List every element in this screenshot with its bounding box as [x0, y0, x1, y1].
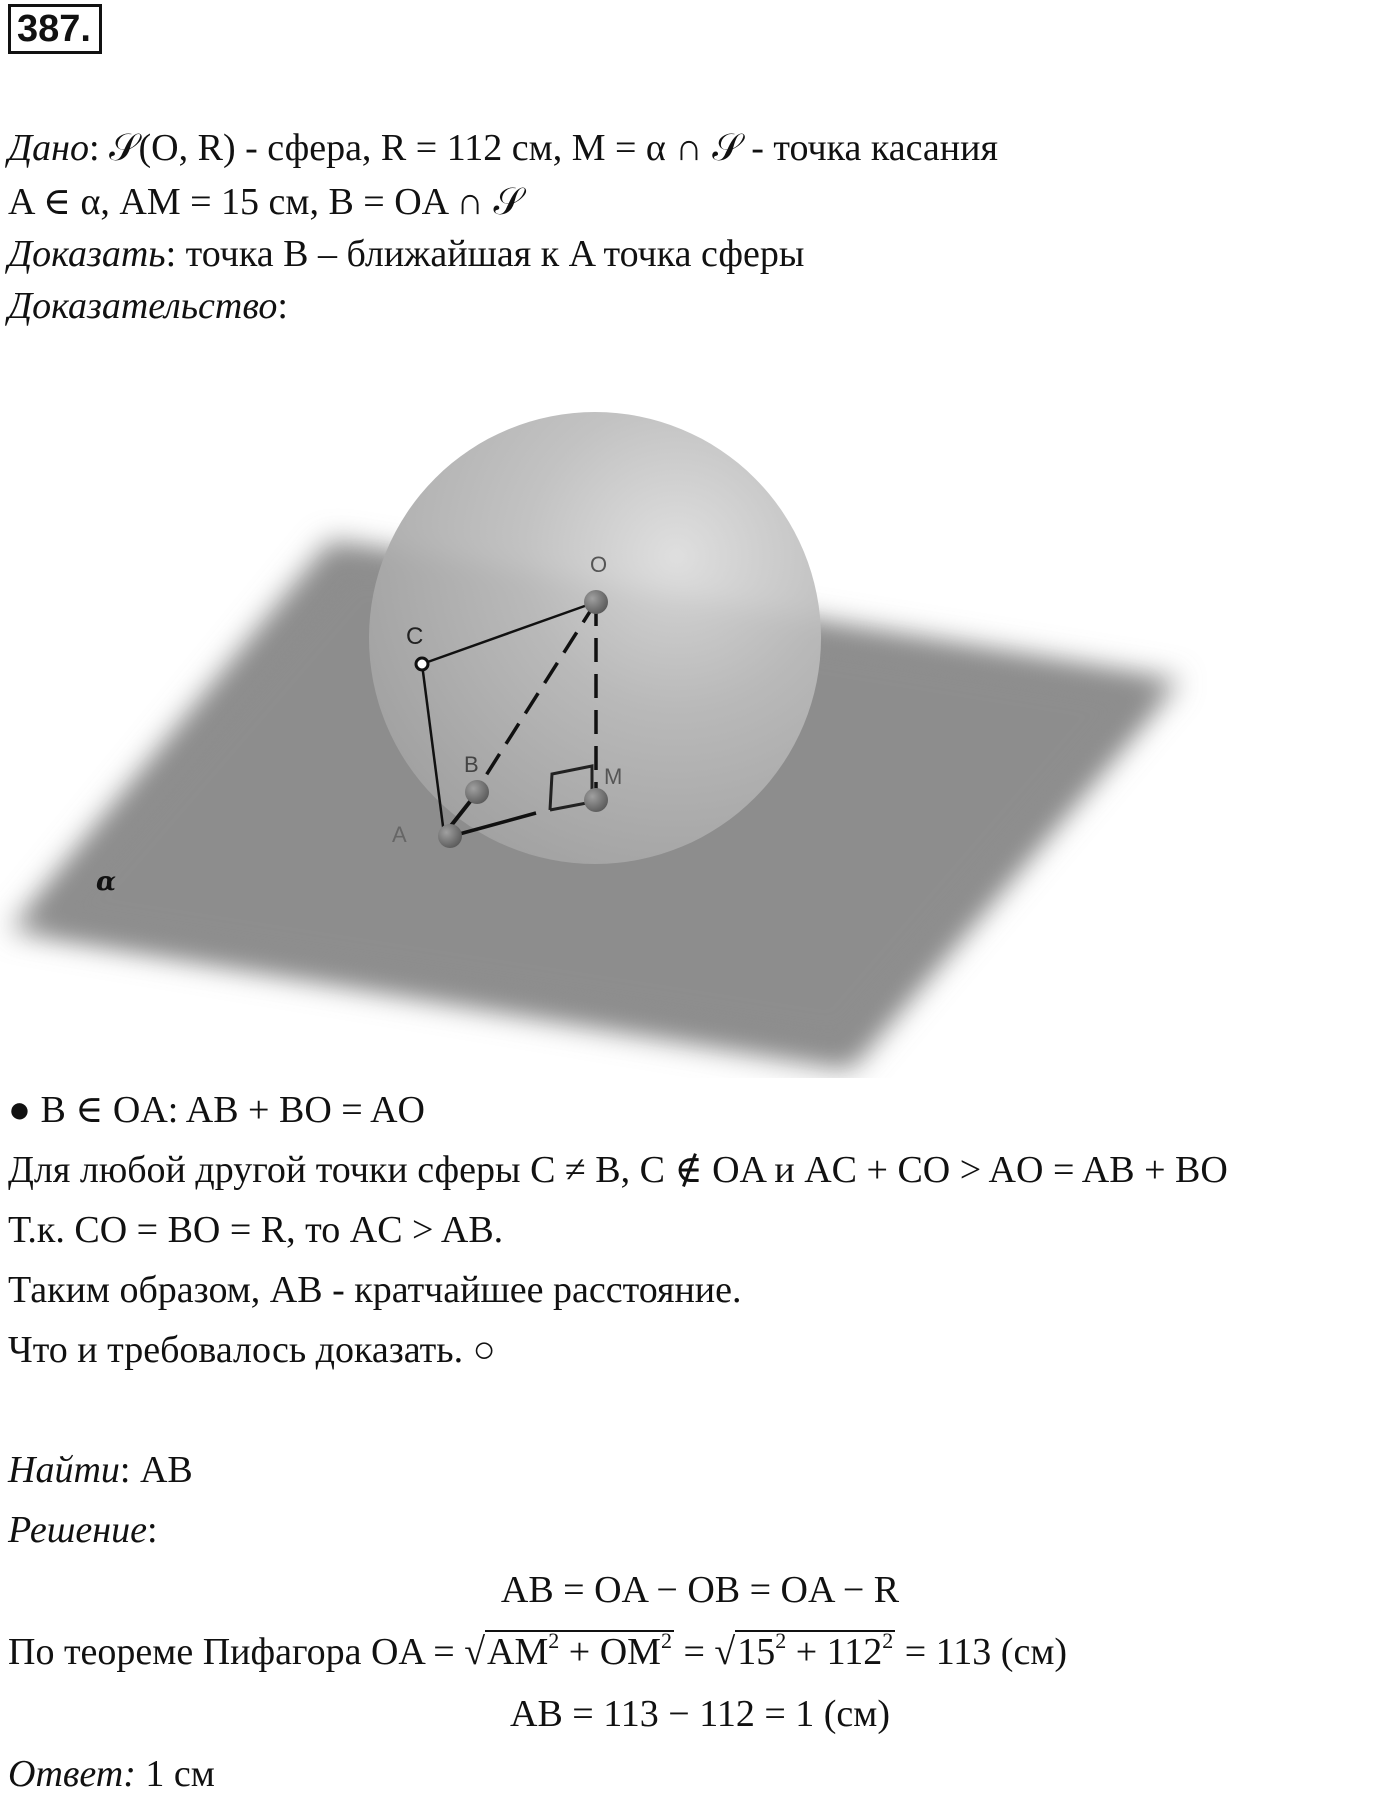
find-text: : AB: [119, 1449, 193, 1491]
label-m: M: [604, 764, 623, 789]
solution-colon: :: [146, 1509, 158, 1551]
label-c: C: [406, 623, 424, 650]
find-line: [8, 1448, 193, 1492]
equation-1: AB = OA − OB = OA − R: [500, 1569, 900, 1611]
proof-line-3: Т.к. CO = BO = R, то AC > AB.: [8, 1209, 504, 1251]
proof-heading: [8, 284, 288, 328]
find-label: Найти: [8, 1449, 120, 1491]
proof-label: Доказательство: [8, 285, 278, 327]
label-alpha: α: [96, 867, 117, 897]
point-c: [416, 658, 428, 670]
label-a: A: [392, 822, 407, 847]
solution-label: Решение: [8, 1509, 147, 1551]
proof-line-1: ● B ∈ OA: AB + BO = AO: [8, 1089, 425, 1131]
prove-label: Доказать: [8, 233, 166, 275]
sqrt-2: $15^2 + 112^2$: [737, 1628, 894, 1673]
answer-line: [8, 1752, 215, 1796]
sphere-plane-figure: [0, 358, 1400, 1078]
point-b: [465, 780, 489, 804]
label-o: O: [590, 552, 608, 577]
proof-line-2: Для любой другой точки сферы C ≠ B, C ∉ OA и AC + CO > AO = AB + BO: [8, 1149, 1228, 1191]
proof-line-4: Таким образом, AB - кратчайшее расстояние.: [8, 1269, 742, 1311]
point-o: [584, 590, 608, 614]
prove-text: : точка B – ближайшая к A точка сферы: [165, 233, 805, 275]
given-line-1: [8, 126, 998, 170]
label-b: B: [464, 752, 479, 777]
pythagoras-line: По теореме Пифагора OA = $√AM^2 + OM^2 = √15^2 + 112^2 = 113$ (см): [8, 1628, 1068, 1673]
point-m: [584, 788, 608, 812]
given-line-2: [8, 180, 523, 224]
given-text-2: A ∈ α, AM = 15 см, B = OA ∩ 𝒮: [8, 181, 523, 223]
equation-3: AB = 113 − 112 = 1 (см): [510, 1693, 890, 1735]
point-a: [438, 824, 462, 848]
answer-label: Ответ:: [8, 1753, 136, 1795]
proof-colon: :: [277, 285, 288, 327]
answer-text: 1 см: [135, 1753, 215, 1795]
sqrt-1: $AM^2 + OM^2$: [487, 1628, 672, 1673]
problem-number: 387.: [8, 4, 102, 54]
solution-heading: [8, 1508, 158, 1552]
prove-line: [8, 232, 804, 276]
given-label: Дано: [8, 127, 90, 169]
proof-line-5: Что и требовалось доказать. ○: [8, 1329, 496, 1371]
given-text: : 𝒮(O, R) - сфера, R = 112 см, M = α ∩ 𝒮 - точка касания: [89, 127, 998, 169]
